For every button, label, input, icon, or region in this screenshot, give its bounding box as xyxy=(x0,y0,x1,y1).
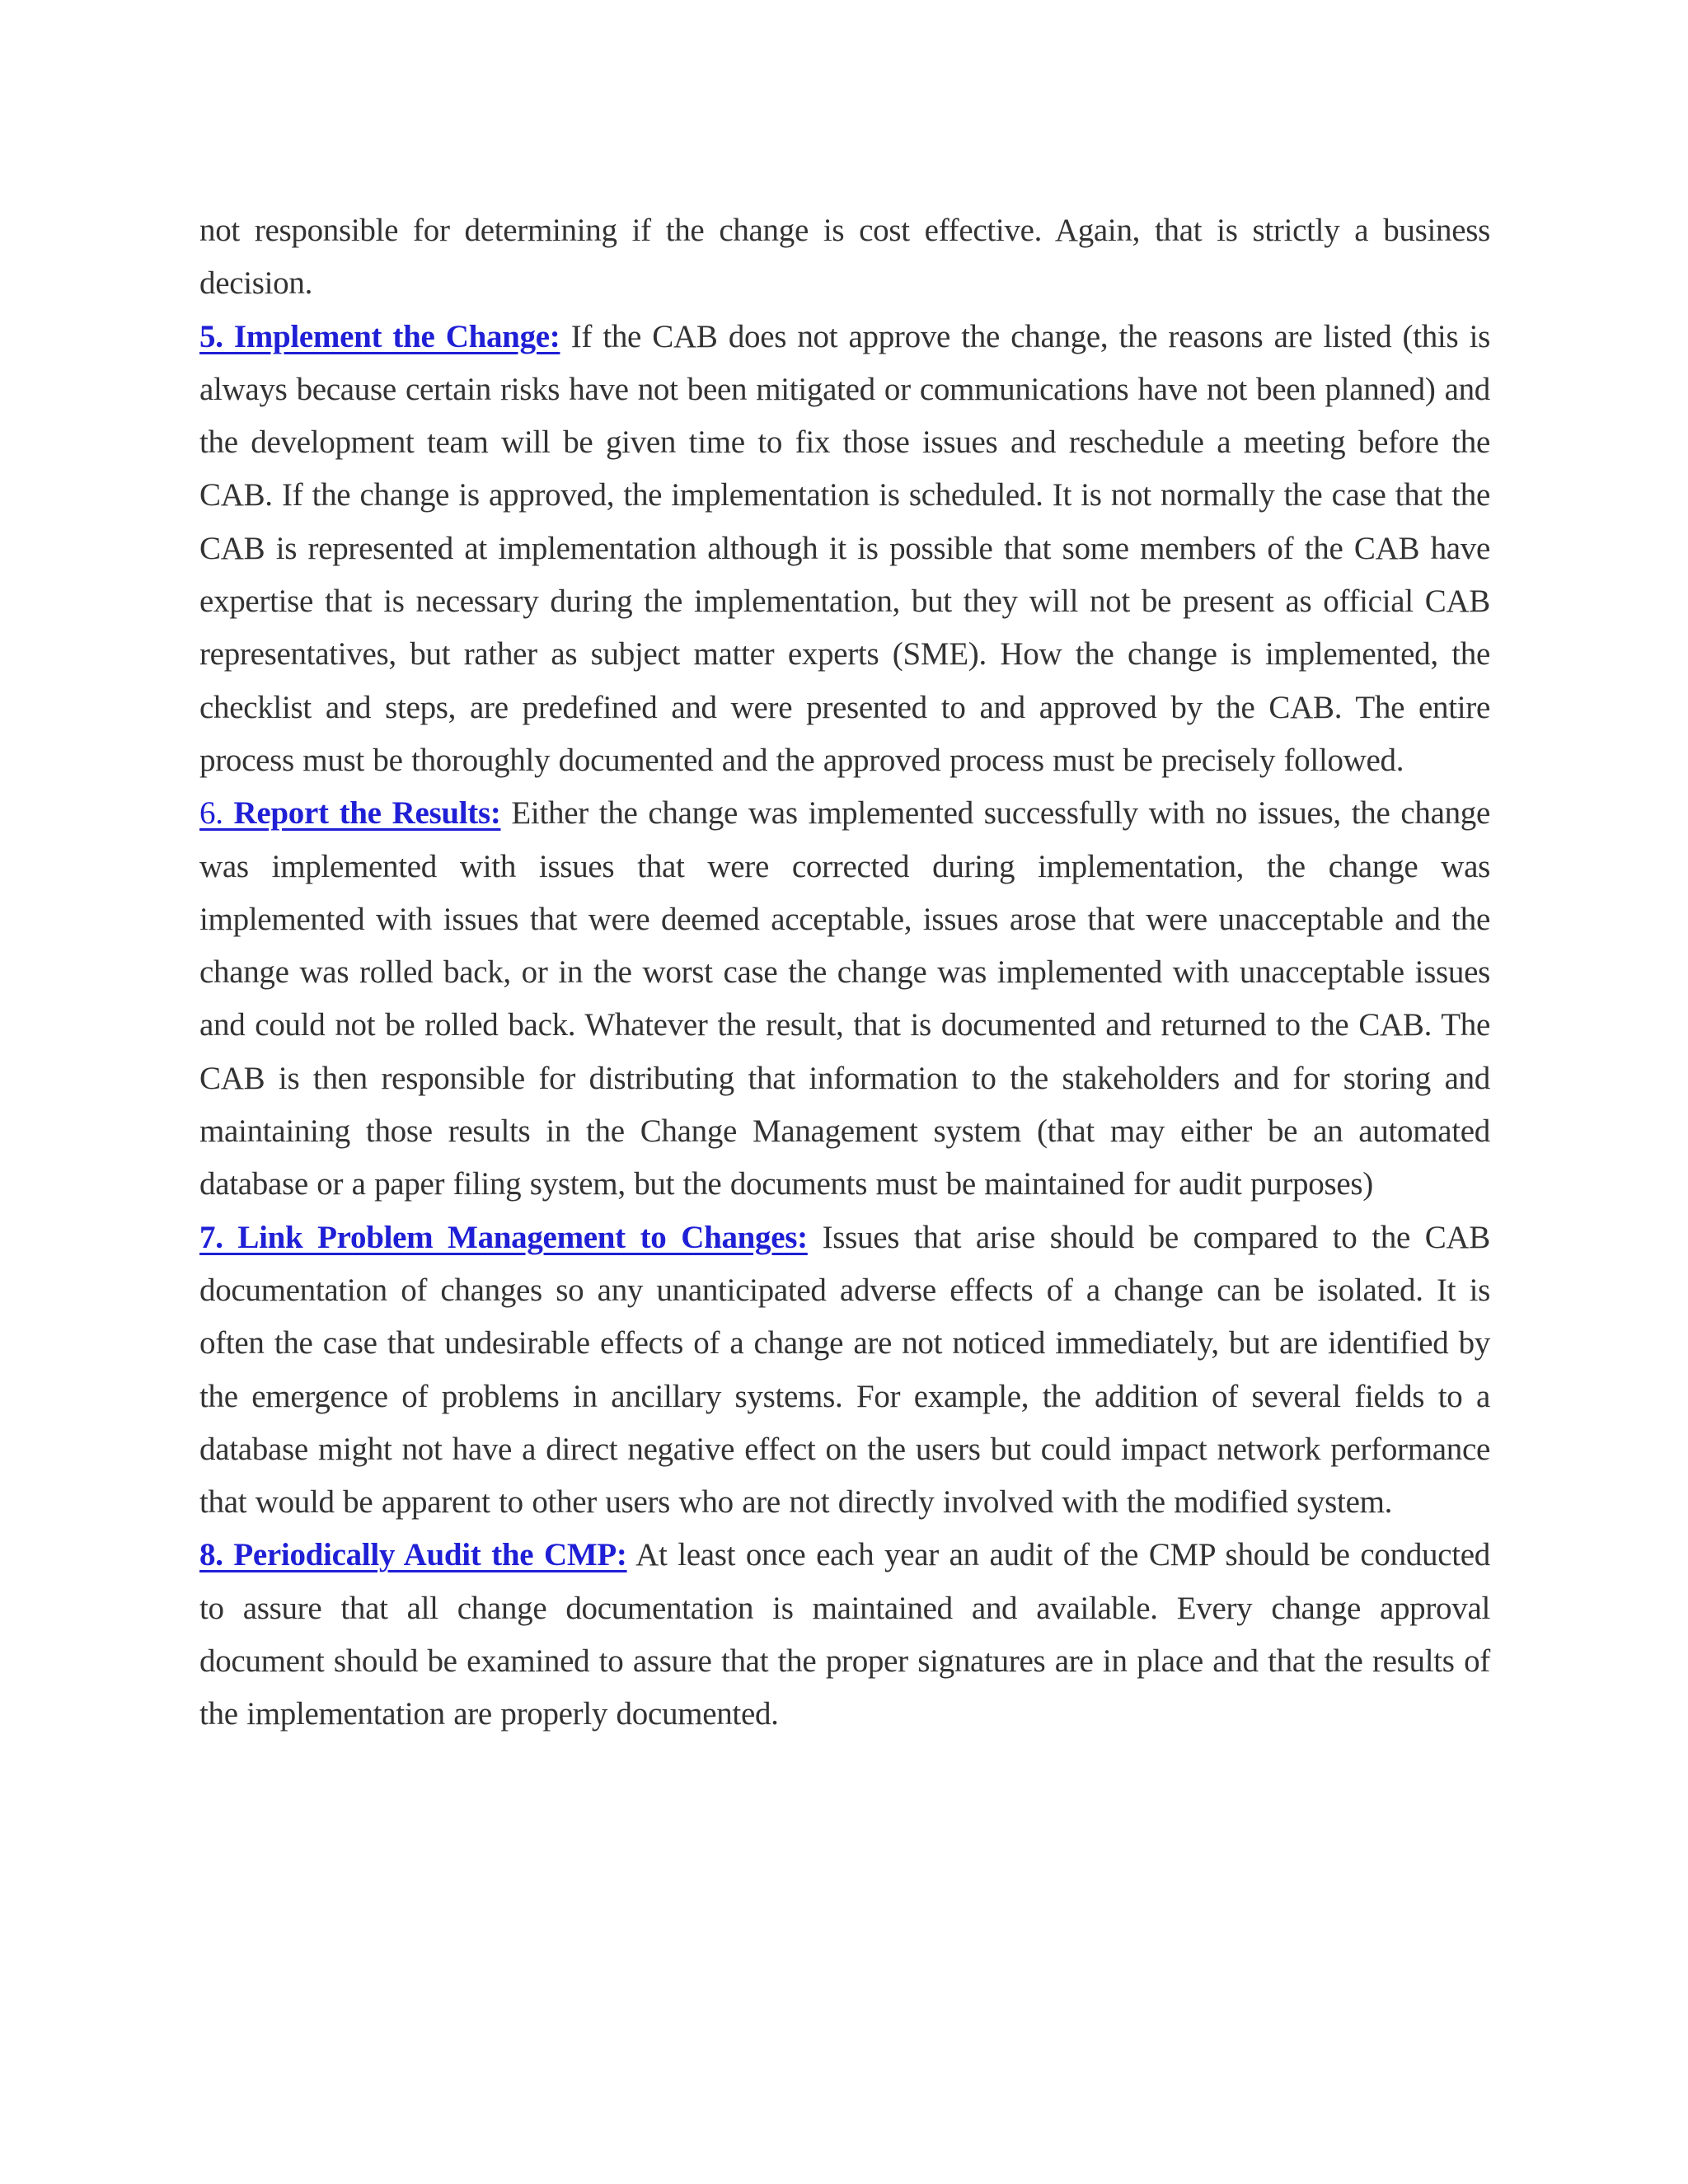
section-8 xyxy=(199,1529,1490,1741)
section-8-heading-link[interactable]: 8. Periodically Audit the CMP: xyxy=(199,1537,627,1573)
intro-paragraph: not responsible for determining if the change is cost effective. Again, that is strictly a business decision. xyxy=(199,213,1490,302)
section-5 xyxy=(199,311,1490,788)
section-7-body: Issues that arise should be compared to the CAB documentation of changes so any unanticipated adverse effects of a change can be isolated. It is often the case that undesirable effects of a change are not noticed immediately, but are identified by the emergence of problems in ancillary systems. For example, the addition of several fields to a database might not have a direct negative effect on the users but could impact network performance that would be apparent to other users who are not directly involved with the modified system. xyxy=(199,1219,1491,1521)
section-6 xyxy=(199,787,1490,1211)
section-5-heading-link[interactable]: 5. Implement the Change: xyxy=(199,318,560,354)
section-6-heading-link[interactable] xyxy=(199,795,501,831)
section-7-heading-link[interactable]: 7. Link Problem Management to Changes: xyxy=(199,1219,808,1255)
section-6-heading-number: 6. xyxy=(199,795,234,832)
document-body xyxy=(199,204,1490,1741)
section-6-heading-text: Report the Results: xyxy=(233,795,501,832)
section-5-body: If the CAB does not approve the change, the reasons are listed (this is always because certain risks have not been mitigated or communications have not been planned) and the development team will be given time to fix those issues and reschedule a meeting before the CAB. If the change is approved, the implementation is scheduled. It is not normally the case that the CAB is represented at implementation although it is possible that some members of the CAB have expertise that is necessary during the implementation, but they will not be present as official CAB representatives, but rather as subject matter experts (SME). How the change is implemented, the checklist and steps, are predefined and were presented to and approved by the CAB. The entire process must be thoroughly documented and the approved process must be precisely followed. xyxy=(199,318,1490,778)
section-8-body: At least once each year an audit of the CMP should be conducted to assure that all change documentation is maintained and available. Every change approval document should be examined to assure that the proper signatures are in place and that the results of the implementation are properly documented. xyxy=(199,1537,1490,1732)
section-7 xyxy=(199,1212,1490,1530)
section-6-body: Either the change was implemented successfully with no issues, the change was implemented with issues that were corrected during implementation, the change was implemented with issues that were deemed acceptable, issues arose that were unacceptable and the change was rolled back, or in the worst case the change was implemented with unacceptable issues and could not be rolled back. Whatever the result, that is documented and returned to the CAB. The CAB is then responsible for distributing that information to the stakeholders and for storing and maintaining those results in the Change Management system (that may either be an automated database or a paper filing system, but the documents must be maintained for audit purposes) xyxy=(199,795,1490,1202)
